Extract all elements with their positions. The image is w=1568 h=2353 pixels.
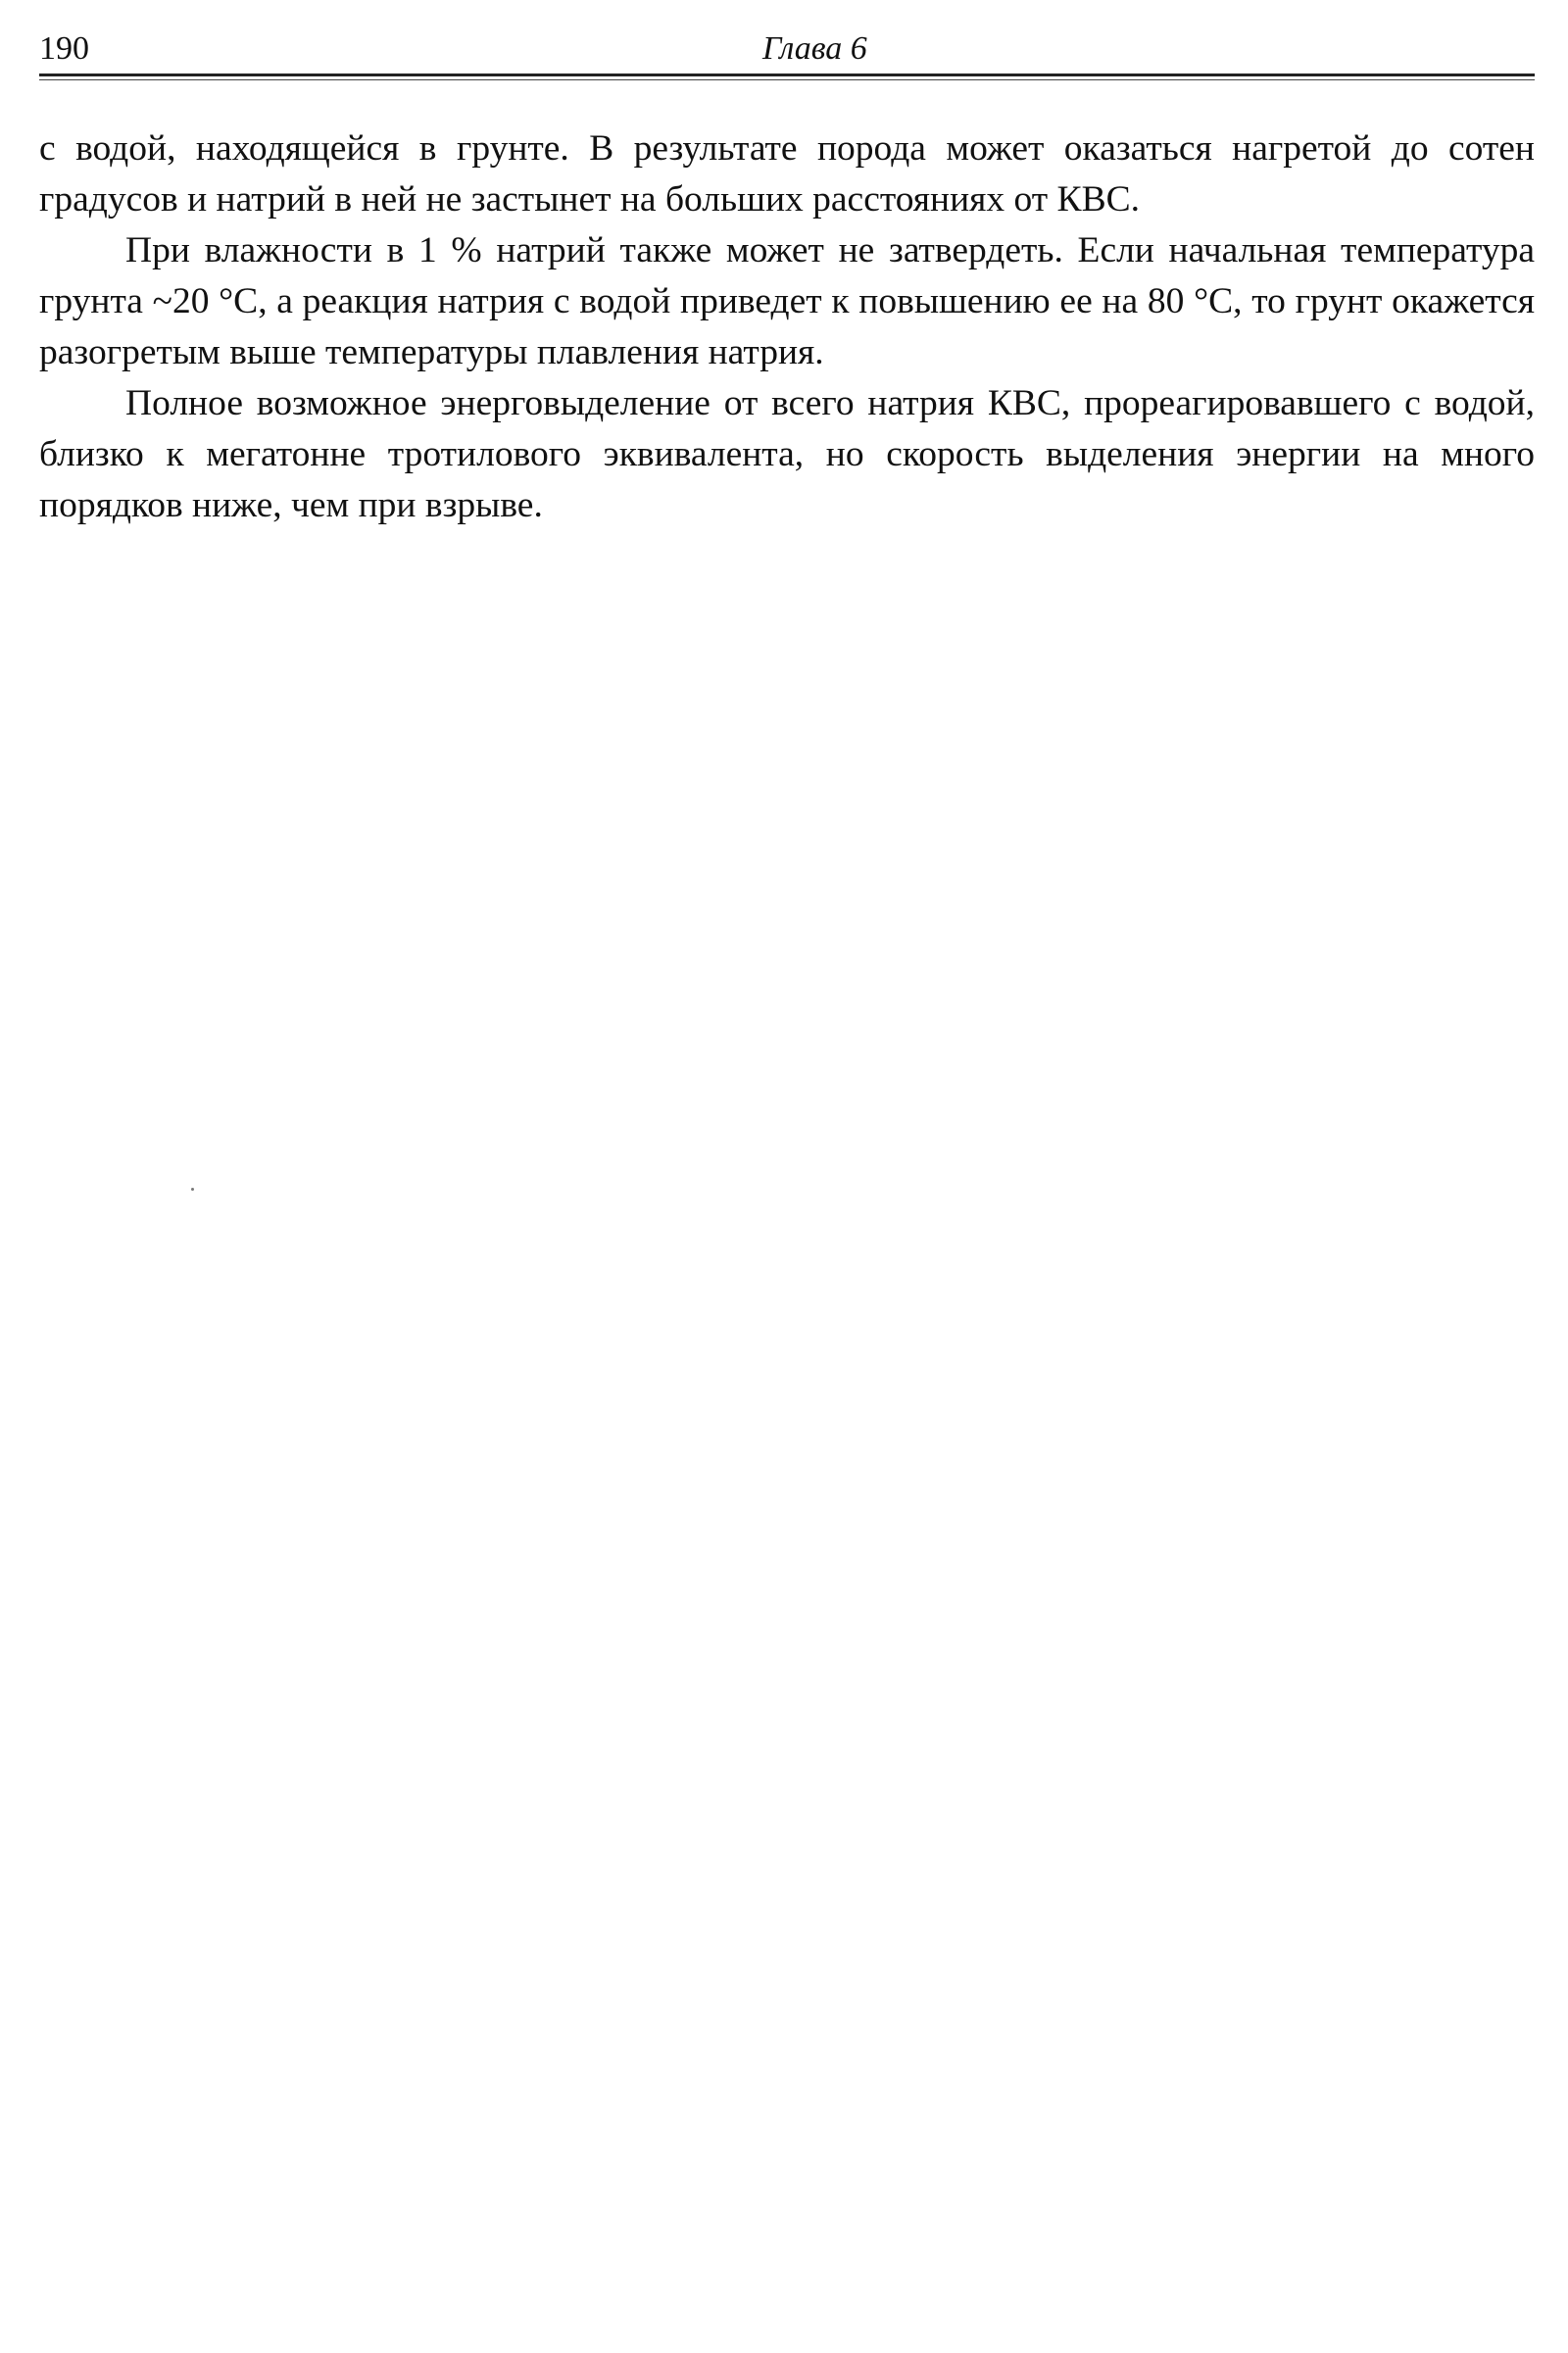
paragraph: Полное возможное энерговыделение от всего натрия КВС, прореагировавшего с водой, близко к мегатонне тротилового эквивалента, но скорость выделения энергии на много порядков ниже, чем при взрыве. (39, 383, 1535, 525)
body-text (39, 123, 1535, 531)
paragraph-continued: с водой, находящейся в грунте. В результате порода может оказаться нагретой до сотен градусов и натрий в ней не застынет на больших расстояниях от КВС. (39, 128, 1535, 220)
page-number: 190 (39, 30, 89, 67)
header-rule (39, 74, 1535, 76)
scan-speck (191, 1188, 194, 1191)
running-header (39, 27, 1535, 71)
paragraph: При влажности в 1 % натрий также может не затвердеть. Если начальная температура грунта ~20 °С, а реакция натрия с водой приведет к повышению ее на 80 °С, то грунт окажется разогретым выше температуры плавления натрия. (39, 230, 1535, 372)
chapter-title: Глава 6 (762, 30, 867, 67)
header-rule-thin (39, 79, 1535, 80)
